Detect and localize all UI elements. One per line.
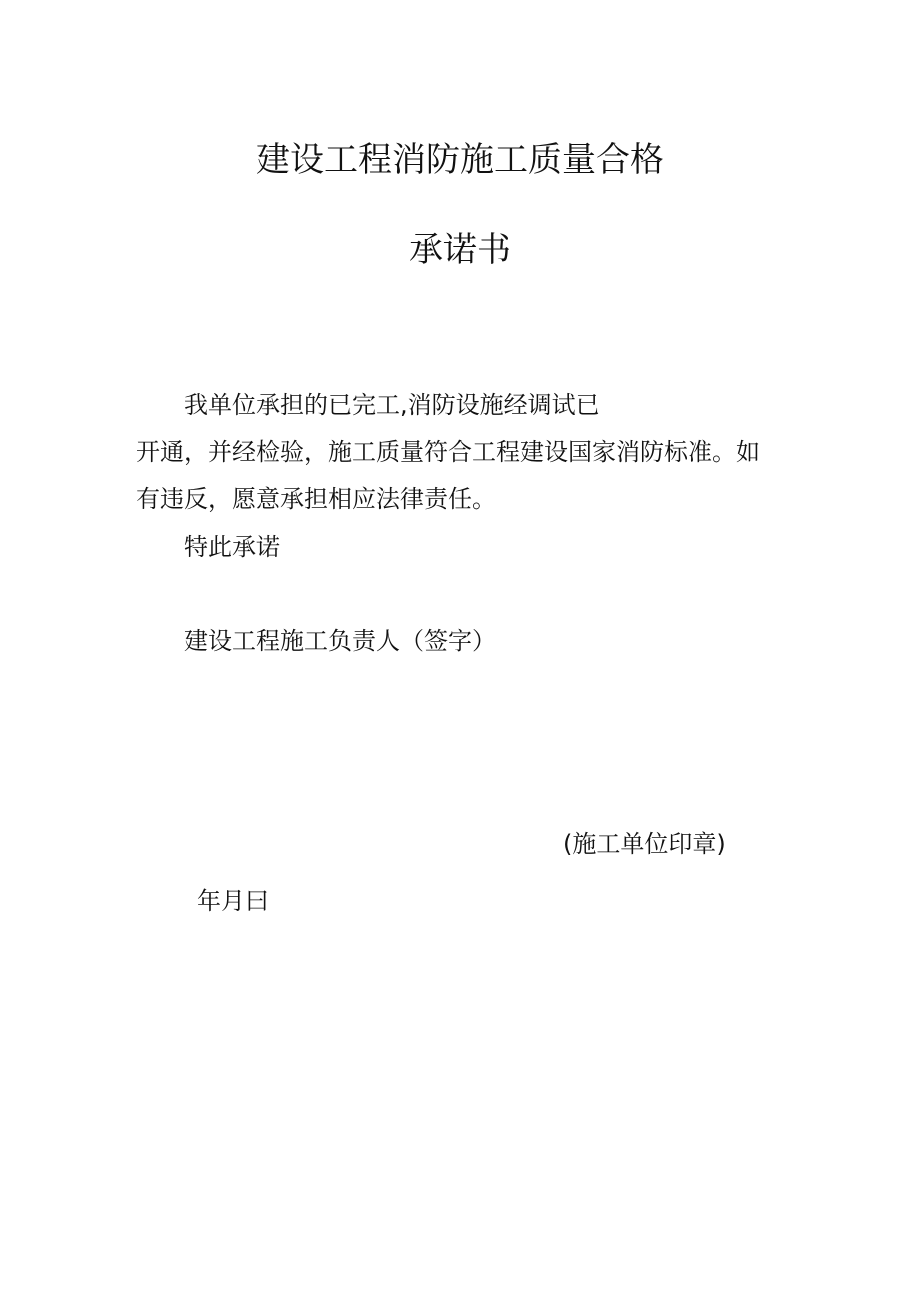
- document-title: 建设工程消防施工质量合格: [256, 140, 664, 180]
- body-line-1: 我单位承担的已完工,消防设施经调试已: [184, 391, 600, 419]
- signature-label: 建设工程施工负责人（签字）: [184, 627, 496, 655]
- date-label: 年月曰: [197, 887, 269, 915]
- seal-label: (施工单位印章): [563, 830, 726, 858]
- body-line-3: 有违反，愿意承担相应法律责任。: [136, 485, 496, 513]
- document-subtitle: 承诺书: [409, 230, 511, 270]
- closing-statement: 特此承诺: [184, 533, 280, 561]
- body-line-2: 开通，并经检验，施工质量符合工程建设国家消防标准。如: [136, 438, 760, 466]
